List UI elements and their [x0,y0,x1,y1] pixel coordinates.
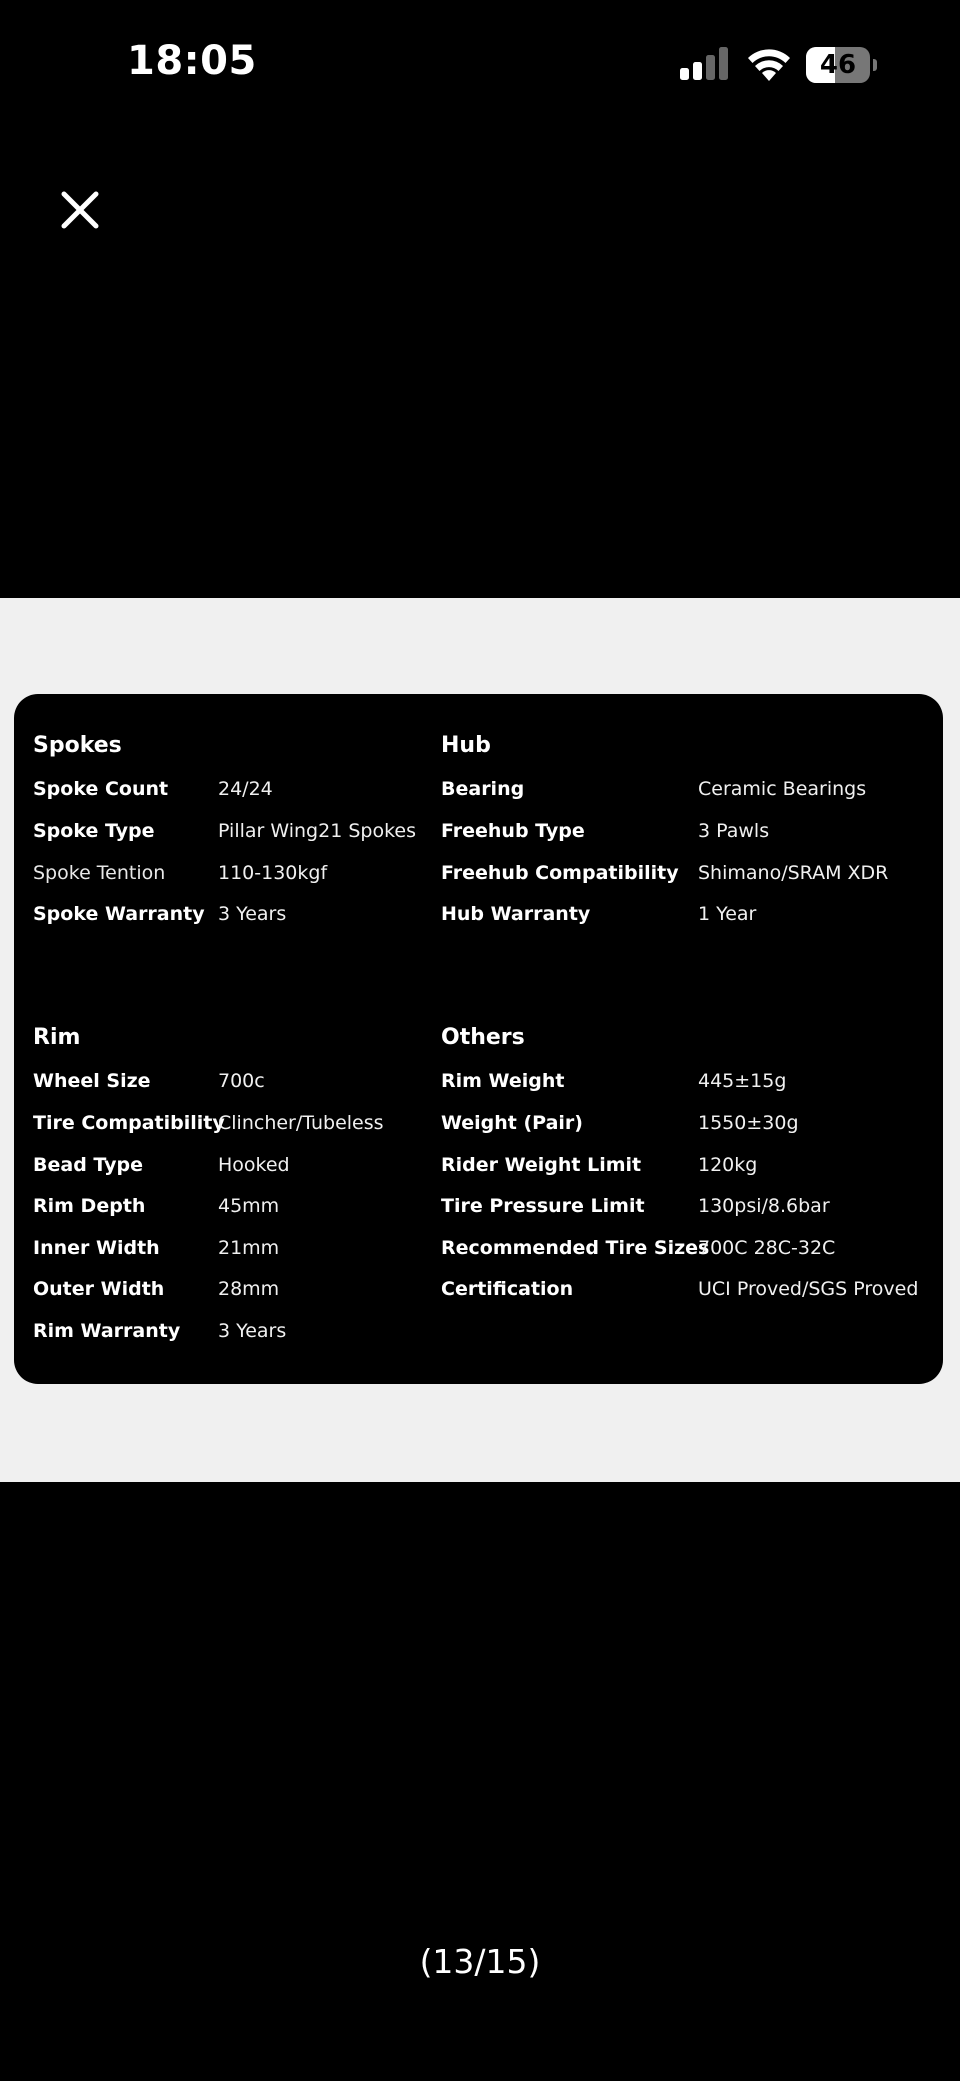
spec-value: 3 Years [218,903,287,925]
spec-value: 130psi/8.6bar [698,1195,830,1217]
spec-label: Wheel Size [33,1070,151,1092]
spec-label: Rider Weight Limit [441,1154,642,1176]
spec-label: Rim Weight [441,1070,565,1092]
spec-value: 21mm [218,1237,280,1259]
spec-value: 1550±30g [698,1112,799,1134]
spokes-section-title: Spokes [33,733,122,758]
spec-value: Shimano/SRAM XDR [698,862,889,884]
spec-value: Clincher/Tubeless [218,1112,384,1134]
spec-value: 120kg [698,1154,758,1176]
close-button[interactable] [50,180,110,240]
cellular-signal-icon [680,47,730,80]
spec-label: Tire Compatibility [33,1112,225,1134]
wifi-icon [747,45,791,81]
battery-level: 46 [819,50,857,80]
spec-label: Outer Width [33,1278,165,1300]
spec-label: Hub Warranty [441,903,591,925]
spec-label: Spoke Warranty [33,903,205,925]
spec-value: 445±15g [698,1070,787,1092]
spec-label: Inner Width [33,1237,160,1259]
spec-label: Freehub Type [441,820,585,842]
rim-section-title: Rim [33,1025,81,1050]
spec-label: Tire Pressure Limit [441,1195,645,1217]
spec-label: Spoke Count [33,778,169,800]
spec-label: Rim Depth [33,1195,146,1217]
spec-label: Bead Type [33,1154,143,1176]
spec-value: 700c [218,1070,265,1092]
spec-label: Weight (Pair) [441,1112,583,1134]
battery-icon [806,47,878,83]
image-page-counter: (13/15) [419,1942,541,1981]
spec-value: 28mm [218,1278,280,1300]
hub-section-title: Hub [441,733,491,758]
spec-value: 45mm [218,1195,280,1217]
spec-label: Certification [441,1278,574,1300]
others-section-title: Others [441,1025,525,1050]
spec-value: 3 Pawls [698,820,770,842]
spec-label: Rim Warranty [33,1320,181,1342]
spec-label: Spoke Tention [33,862,166,884]
spec-value: 110-130kgf [218,862,328,884]
status-bar [0,0,960,130]
product-spec-image[interactable] [0,598,960,1482]
close-icon [64,194,96,226]
spec-value: Ceramic Bearings [698,778,867,800]
spec-value: 24/24 [218,778,273,800]
spec-value: Pillar Wing21 Spokes [218,820,416,842]
spec-label: Bearing [441,778,525,800]
spec-table-card [14,694,943,1384]
spec-value: 700C 28C-32C [698,1237,836,1259]
spec-value: UCI Proved/SGS Proved [698,1278,919,1300]
spec-value: 1 Year [698,903,757,925]
spec-label: Freehub Compatibility [441,862,679,884]
spec-label: Recommended Tire Sizes [441,1237,710,1259]
status-time: 18:05 [127,38,257,84]
spec-label: Spoke Type [33,820,155,842]
spec-value: 3 Years [218,1320,287,1342]
spec-value: Hooked [218,1154,290,1176]
